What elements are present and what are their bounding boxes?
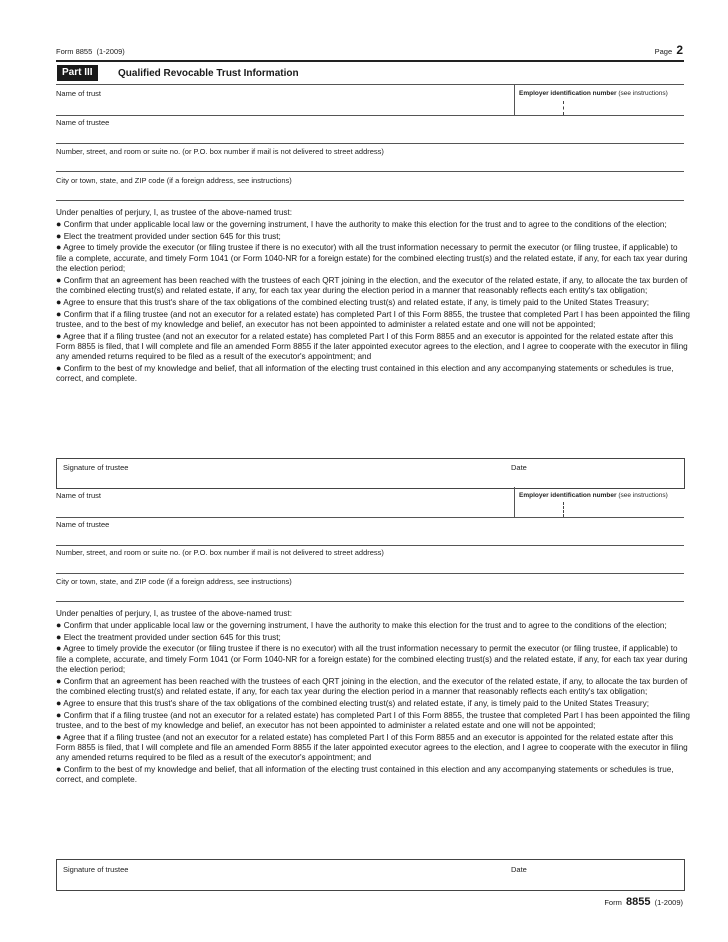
street-address-field[interactable]: Number, street, and room or suite no. (or P.O. box number if mail is not delivered to street address) <box>56 548 384 557</box>
ein-field[interactable]: Employer identification number (see instructions) <box>519 492 668 499</box>
rule <box>56 573 684 574</box>
signature-box <box>56 458 685 489</box>
name-of-trustee-field[interactable]: Name of trustee <box>56 520 110 529</box>
perjury-item: ● Confirm to the best of my knowledge and belief, that all information of the electing trust contained in this election and any accompanying statements or schedules is true, correct, and complete. <box>56 764 674 785</box>
rule <box>56 200 684 201</box>
part-badge: Part III <box>57 65 98 81</box>
footer-form-id: Form 8855 (1-2009) <box>604 896 683 908</box>
ein-separator <box>563 502 564 517</box>
ein-field[interactable]: Employer identification number (see instructions) <box>519 90 668 97</box>
perjury-item: ● Agree to timely provide the executor (or filing trustee if there is no executor) with all the trust information necessary to permit the executor (or filing trustee, if applicable) to file a complete, accurate, and timely Form 1041 (or Form 1040-NR for a foreign estate) for the combined electing trust(s) and the related estate, if any, for each tax year during the election period; <box>56 643 688 674</box>
header-rule <box>56 60 684 62</box>
part-title: Qualified Revocable Trust Information <box>118 68 299 79</box>
ein-separator <box>563 101 564 115</box>
perjury-item: ● Agree to timely provide the executor (or filing trustee if there is no executor) with all the trust information necessary to permit the executor (or filing trustee, if applicable) to file a complete, accurate, and timely Form 1041 (or Form 1040-NR for a foreign estate) for the combined electing trust(s) and the related estate, if any, for each tax year during the election period; <box>56 242 688 273</box>
name-of-trustee-field[interactable]: Name of trustee <box>56 118 110 127</box>
perjury-item: ● Confirm that if a filing trustee (and not an executor for a related estate) has completed Part I of this Form 8855, the trustee that completed Part I has been appointed the filing trustee, and to the best of my knowledge and belief, an executor has not been appointed to administer a related estate and one will not be appointed; <box>56 308 690 329</box>
perjury-item: ● Confirm that if a filing trustee (and not an executor for a related estate) has completed Part I of this Form 8855, the trustee that completed Part I has been appointed the filing trustee, and to the best of my knowledge and belief, an executor has not been appointed to administer a related estate and one will not be appointed; <box>56 709 690 730</box>
perjury-item: ● Confirm that an agreement has been reached with the trustees of each QRT joining in the election, and the executor of the related estate, if any, to allocate the tax burden of the combined electing trust(s) and related estate, if any, for each tax year during the election period in a manner that reasonably reflects each entity's tax obligation; <box>56 675 688 697</box>
perjury-item: ● Agree that if a filing trustee (and not an executor for a related estate) has completed Part I of this Form 8855 and an executor is appointed for the related estate after this Form 8855 is filed, that I will complete and file an amended Form 8855 if the later appointed executor agrees to the election, and I agree to cooperate with the executor in filing any amended returns required to be filed as a result of the executor's appointment; and <box>56 731 688 763</box>
part-rule <box>56 84 684 85</box>
perjury-statement <box>56 208 690 385</box>
rule <box>56 115 684 116</box>
perjury-intro: Under penalties of perjury, I, as trustee of the above-named trust: <box>56 609 293 618</box>
date-field[interactable]: Date <box>511 865 527 874</box>
rule <box>56 517 684 518</box>
perjury-item: ● Agree to ensure that this trust's share of the tax obligations of the combined electing trust(s) and related estate, if any, is timely paid to the United States Treasury; <box>56 296 650 307</box>
perjury-intro: Under penalties of perjury, I, as trustee of the above-named trust: <box>56 208 293 217</box>
perjury-item: ● Confirm that an agreement has been reached with the trustees of each QRT joining in the election, and the executor of the related estate, if any, to allocate the tax burden of the combined electing trust(s) and related estate, if any, for each tax year during the election period in a manner that reasonably reflects each entity's tax obligation; <box>56 274 688 296</box>
rule <box>56 601 684 602</box>
perjury-item: ● Elect the treatment provided under section 645 for this trust; <box>56 230 281 241</box>
name-of-trust-field[interactable]: Name of trust <box>56 89 102 98</box>
rule <box>56 171 684 172</box>
name-of-trust-field[interactable]: Name of trust <box>56 491 102 500</box>
perjury-item: ● Agree to ensure that this trust's share of the tax obligations of the combined electing trust(s) and related estate, if any, is timely paid to the United States Treasury; <box>56 697 650 708</box>
perjury-statement <box>56 609 690 786</box>
city-state-zip-field[interactable]: City or town, state, and ZIP code (if a foreign address, see instructions) <box>56 577 292 586</box>
rule <box>56 143 684 144</box>
rule <box>56 545 684 546</box>
ein-divider <box>514 487 515 517</box>
signature-field[interactable]: Signature of trustee <box>63 463 129 472</box>
signature-field[interactable]: Signature of trustee <box>63 865 129 874</box>
signature-box <box>56 859 685 891</box>
street-address-field[interactable]: Number, street, and room or suite no. (or P.O. box number if mail is not delivered to street address) <box>56 147 384 156</box>
ein-divider <box>514 84 515 115</box>
perjury-item: ● Agree that if a filing trustee (and not an executor for a related estate) has completed Part I of this Form 8855 and an executor is appointed for the related estate after this Form 8855 is filed, that I will complete and file an amended Form 8855 if the later appointed executor agrees to the election, and I agree to cooperate with the executor in filing any amended returns required to be filed as a result of the executor's appointment; and <box>56 330 688 362</box>
city-state-zip-field[interactable]: City or town, state, and ZIP code (if a foreign address, see instructions) <box>56 176 292 185</box>
perjury-item: ● Confirm that under applicable local law or the governing instrument, I have the authority to make this election for the trust and to agree to the conditions of the election; <box>56 218 667 229</box>
date-field[interactable]: Date <box>511 463 527 472</box>
perjury-item: ● Confirm that under applicable local law or the governing instrument, I have the authority to make this election for the trust and to agree to the conditions of the election; <box>56 619 667 630</box>
page-indicator: Page 2 <box>654 43 683 57</box>
perjury-item: ● Confirm to the best of my knowledge and belief, that all information of the electing trust contained in this election and any accompanying statements or schedules is true, correct, and complete. <box>56 363 674 384</box>
form-code: Form 8855 (1-2009) <box>56 47 125 56</box>
perjury-item: ● Elect the treatment provided under section 645 for this trust; <box>56 631 281 642</box>
